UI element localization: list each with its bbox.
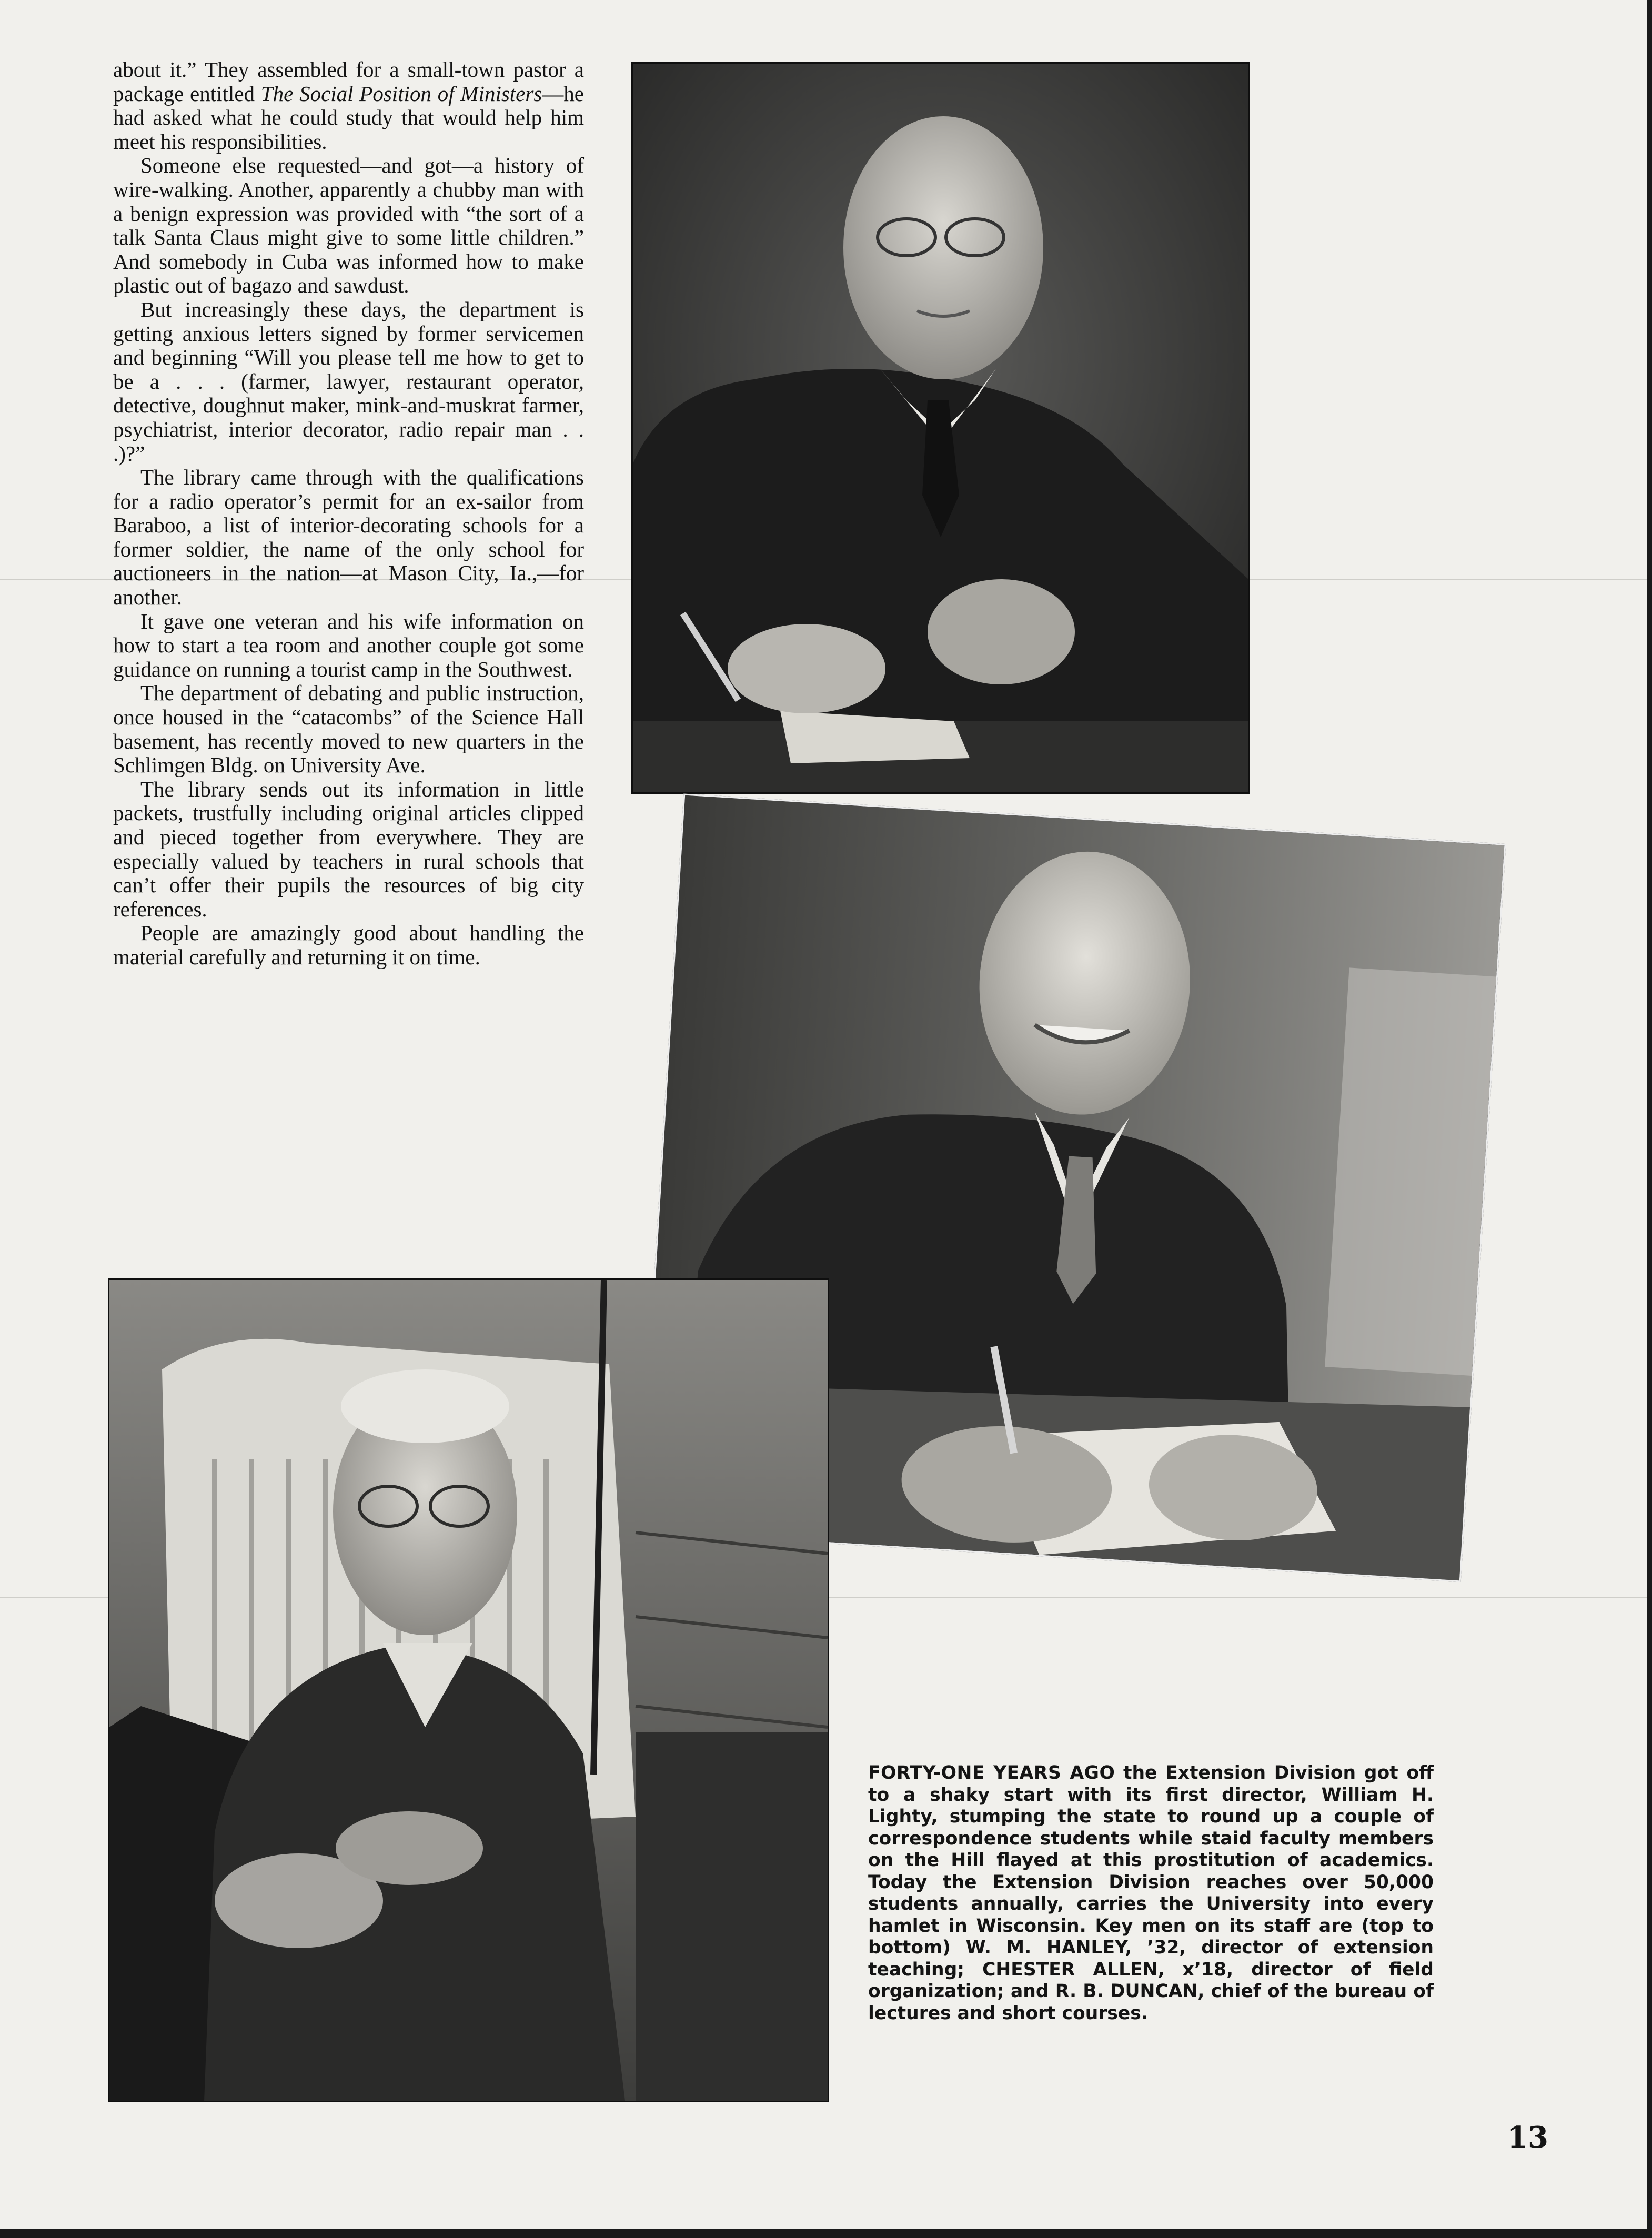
portrait-photo-hanley <box>631 62 1250 794</box>
article-paragraph: It gave one veteran and his wife information on how to start a tea room and another couple got some guidance on running a tourist camp in the Southwest. <box>113 609 584 681</box>
scan-edge <box>0 2229 1652 2238</box>
article-paragraph: The library sends out its information in little packets, trustfully including original articles clipped and pieced together from everywhere. They are especially valued by teachers in rural schools that can’t offer their pupils the resources of big city references. <box>113 777 584 921</box>
portrait-photo-duncan <box>108 1278 829 2102</box>
article-column <box>113 58 584 970</box>
article-paragraph: about it.” They assembled for a small-town pastor a package entitled The Social Position of Ministers—he had asked what he could study that would help him meet his responsibilities. <box>113 57 584 154</box>
photo-caption <box>868 1762 1434 2024</box>
scan-edge <box>1647 0 1652 2238</box>
article-paragraph: Someone else requested—and got—a history of wire-walking. Another, apparently a chubby man with a benign expression was provided with “the sort of a talk Santa Claus might give to some little children.” And somebody in Cuba was informed how to make plastic out of bagazo and sawdust. <box>113 153 584 298</box>
caption-lead: FORTY-ONE YEARS AGO <box>868 1762 1115 1783</box>
page-number: 13 <box>1507 2120 1548 2155</box>
article-paragraph: The library came through with the qualifications for a radio operator’s permit for an ex-sailor from Baraboo, a list of interior-decorating schools for a former soldier, the name of the only school for auctioneers in the nation—at Mason City, Ia.,—for another. <box>113 465 584 610</box>
article-paragraph: But increasingly these days, the department is getting anxious letters signed by former servicemen and beginning “Will you please tell me how to get to be a . . . (farmer, lawyer, restaurant operator, detective, doughnut maker, mink-and-muskrat farmer, psychiatrist, interior decorator, radio repair man . . .)?” <box>113 297 584 466</box>
caption-text: the Extension Division got off to a shaky start with its first director, William H. Lighty, stumping the state to round up a couple of correspondence students while staid faculty members on the Hill flayed at this prostitution of academics. Today the Extension Division reaches over 50,000 students annually, carries the University into every hamlet in Wisconsin. Key men on its staff are (top to bottom) W. M. HANLEY, ’32, director of extension teaching; CHESTER ALLEN, x’18, director of field organization; and R. B. DUNCAN, chief of the bureau of lectures and short courses. <box>868 1762 1434 2024</box>
article-paragraph: The department of debating and public instruction, once housed in the “catacombs” of the Science Hall basement, has recently moved to new quarters in the Schlimgen Bldg. on University Ave. <box>113 681 584 778</box>
article-paragraph: People are amazingly good about handling the material carefully and returning it on time. <box>113 921 584 969</box>
